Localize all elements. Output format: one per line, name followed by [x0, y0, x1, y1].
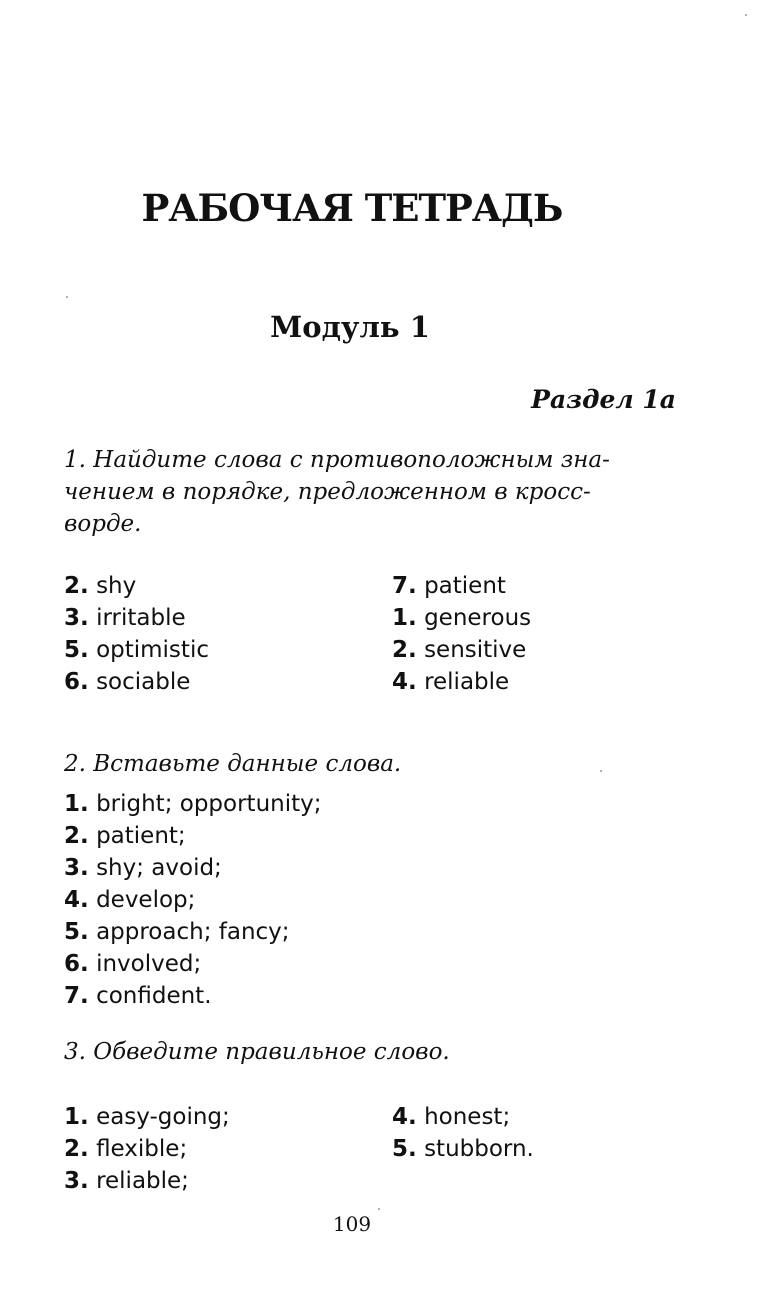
list-item: 3. irritable: [64, 605, 186, 631]
list-item: 6. sociable: [64, 669, 191, 695]
section-heading: Раздел 1а: [531, 385, 676, 414]
task-1-line-2: чением в порядке, предложенном в кросс-: [64, 479, 591, 505]
list-item: 7. patient: [392, 573, 506, 599]
task-1-instruction: [64, 444, 644, 540]
scan-speck: [378, 1208, 380, 1210]
list-item: 7. confident.: [64, 983, 212, 1009]
list-item: 5. optimistic: [64, 637, 209, 663]
task-2-list: [64, 788, 322, 1012]
list-item: 1. easy-going;: [64, 1104, 230, 1130]
scan-speck: [66, 296, 68, 298]
page-number: 109: [332, 1212, 372, 1236]
list-item: 3. shy; avoid;: [64, 855, 222, 881]
page-title: РАБОЧАЯ ТЕТРАДЬ: [141, 186, 563, 230]
task-3-left-list: [64, 1101, 230, 1197]
list-item: 1. bright; opportunity;: [64, 791, 322, 817]
list-item: 4. develop;: [64, 887, 196, 913]
list-item: 6. involved;: [64, 951, 202, 977]
module-heading: Модуль 1: [270, 310, 430, 344]
list-item: 2. flexible;: [64, 1136, 188, 1162]
task-1-left-list: [64, 570, 209, 698]
list-item: 4. honest;: [392, 1104, 511, 1130]
list-item: 2. shy: [64, 573, 137, 599]
scan-speck: [745, 14, 747, 16]
task-1-line-1: 1. Найдите слова с противоположным зна-: [64, 447, 610, 473]
task-2-instruction: 2. Вставьте данные слова.: [64, 751, 402, 777]
task-3-instruction: 3. Обведите правильное слово.: [64, 1039, 450, 1065]
list-item: 2. patient;: [64, 823, 186, 849]
list-item: 4. reliable: [392, 669, 510, 695]
task-3-right-list: [392, 1101, 534, 1165]
task-1-line-3: ворде.: [64, 511, 142, 537]
list-item: 3. reliable;: [64, 1168, 189, 1194]
task-1-right-list: [392, 570, 531, 698]
list-item: 5. approach; fancy;: [64, 919, 290, 945]
list-item: 5. stubborn.: [392, 1136, 534, 1162]
list-item: 1. generous: [392, 605, 532, 631]
list-item: 2. sensitive: [392, 637, 527, 663]
scan-speck: [600, 770, 602, 772]
